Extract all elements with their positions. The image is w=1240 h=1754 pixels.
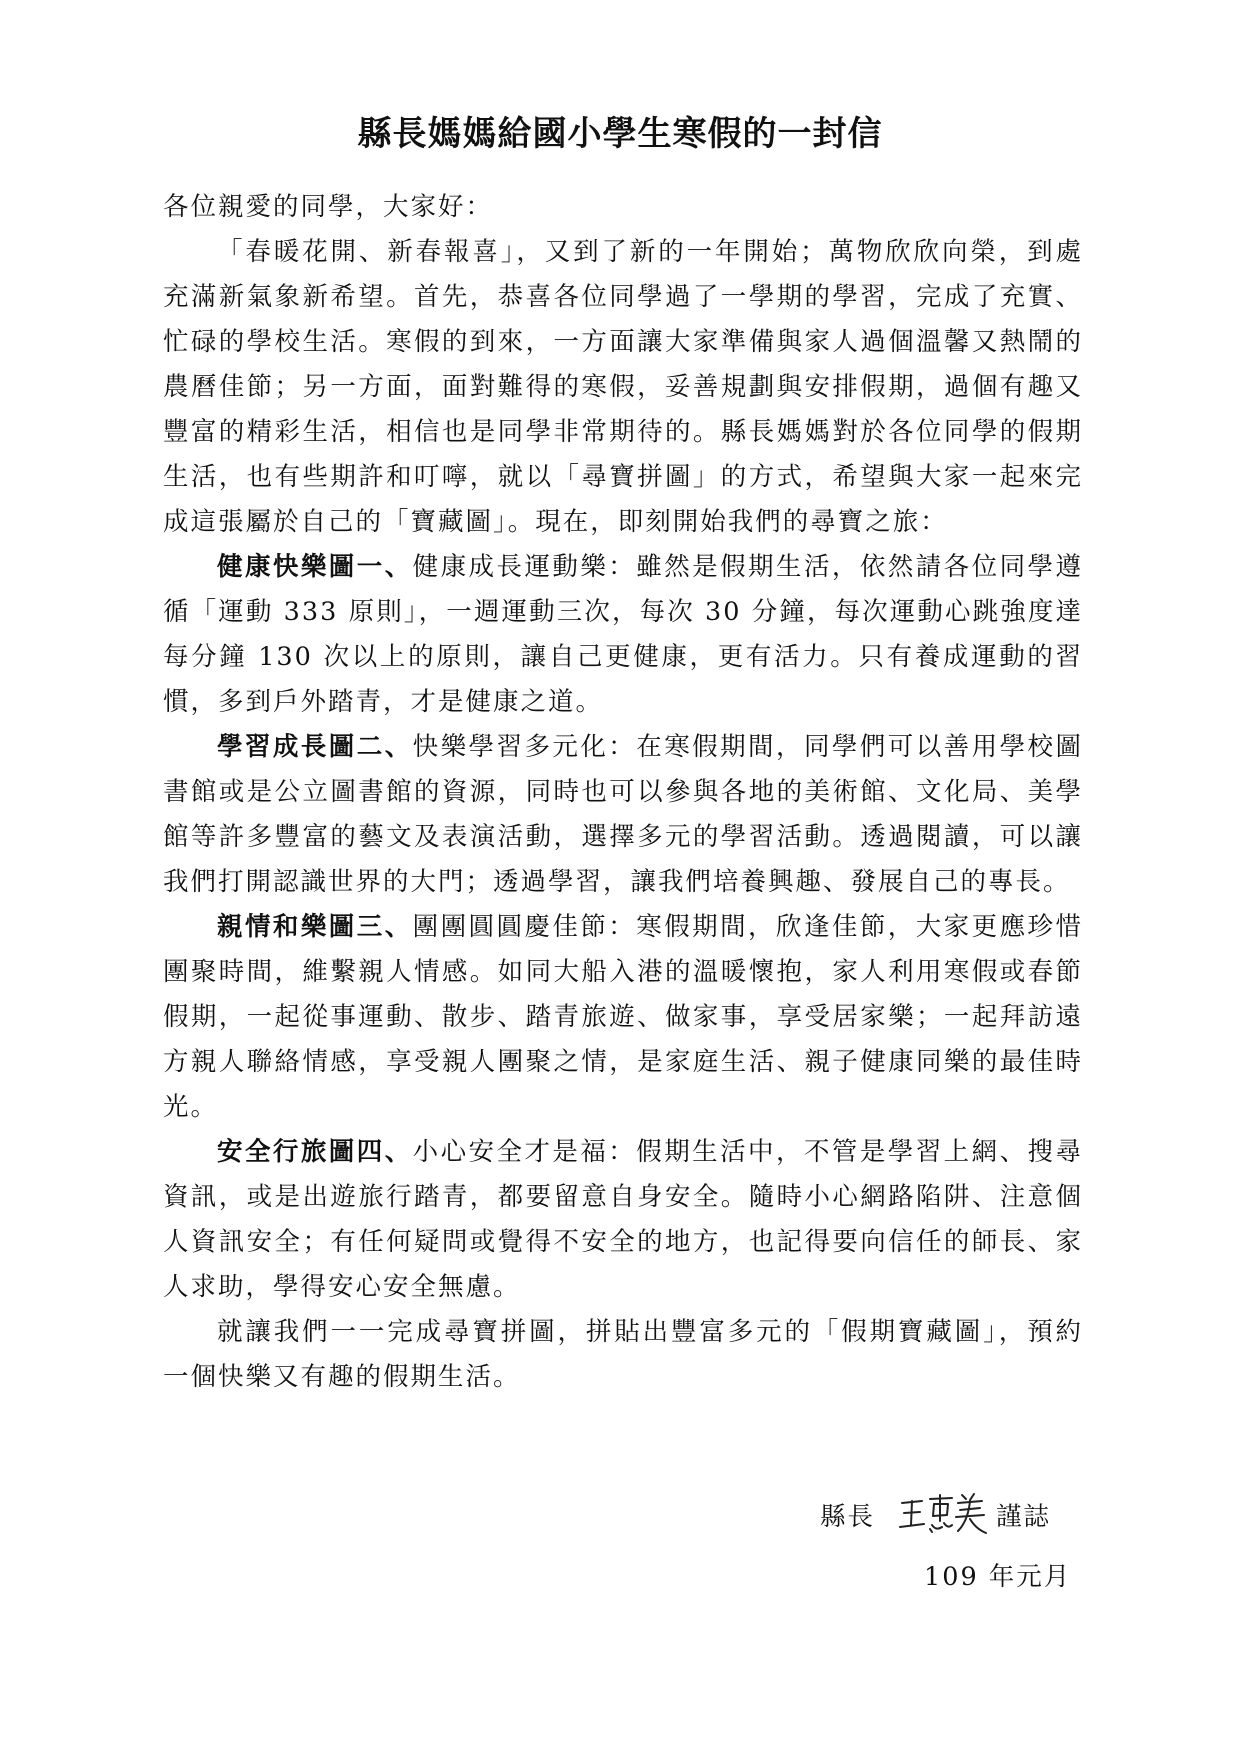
- intro-paragraph: 「春暖花開、新春報喜」，又到了新的一年開始；萬物欣欣向榮，到處充滿新氣象新希望。首先，恭喜各位同學過了一學期的學習，完成了充實、忙碌的學校生活。寒假的到來，一方面讓大家準備與家人過個溫馨又熱鬧的農曆佳節；另一方面，面對難得的寒假，妥善規劃與安排假期，過個有趣又豐富的精彩生活，相信也是同學非常期待的。縣長媽媽對於各位同學的假期生活，也有些期許和叮嚀，就以「尋寶拼圖」的方式，希望與大家一起來完成這張屬於自己的「寶藏圖」。現在，即刻開始我們的尋寶之旅：: [163, 237, 1083, 537]
- section-text-4: 小心安全才是福：假期生活中，不管是學習上網、搜尋資訊，或是出遊旅行踏青，都要留意自身安全。隨時小心網路陷阱、注意個人資訊安全；有任何疑問或覺得不安全的地方，也記得要向信任的師長、家人求助，學得安心安全無慮。: [163, 1137, 1083, 1302]
- section-heading-1: 健康快樂圖一、: [217, 552, 413, 582]
- section-heading-4: 安全行旅圖四、: [217, 1137, 413, 1167]
- signature-suffix: 謹誌: [996, 1502, 1052, 1532]
- signature-line: [800, 1495, 1100, 1539]
- letter-body: [163, 185, 1083, 1400]
- closing-block: [800, 1495, 1100, 1592]
- section-text-3: 團團圓圓慶佳節：寒假期間，欣逢佳節，大家更應珍惜團聚時間，維繫親人情感。如同大船入港的溫暖懷抱，家人利用寒假或春節假期，一起從事運動、散步、踏青旅遊、做家事，享受居家樂；一起拜訪遠方親人聯絡情感，享受親人團聚之情，是家庭生活、親子健康同樂的最佳時光。: [163, 912, 1083, 1122]
- section-paragraph-2: [163, 725, 1083, 905]
- signer-title: 縣長: [820, 1502, 876, 1532]
- section-paragraph-3: [163, 905, 1083, 1130]
- section-text-1: 健康成長運動樂：雖然是假期生活，依然請各位同學遵循「運動 333 原則」，一週運動三次，每次 30 分鐘，每次運動心跳強度達每分鐘 130 次以上的原則，讓自己更健康，更有活力。只有養成運動的習慣，多到戶外踏青，才是健康之道。: [163, 552, 1083, 717]
- section-paragraph-4: [163, 1130, 1083, 1310]
- greeting: 各位親愛的同學，大家好：: [163, 192, 494, 222]
- section-heading-3: 親情和樂圖三、: [217, 912, 413, 942]
- conclusion-paragraph: 就讓我們一一完成尋寶拼圖，拼貼出豐富多元的「假期寶藏圖」，預約一個快樂又有趣的假期生活。: [163, 1317, 1083, 1392]
- handwritten-signature: [896, 1489, 988, 1537]
- section-heading-2: 學習成長圖二、: [217, 732, 413, 762]
- letter-date: 109 年元月: [924, 1562, 1072, 1592]
- section-text-2: 快樂學習多元化：在寒假期間，同學們可以善用學校圖書館或是公立圖書館的資源，同時也可以參與各地的美術館、文化局、美學館等許多豐富的藝文及表演活動，選擇多元的學習活動。透過閱讀，可以讓我們打開認識世界的大門；透過學習，讓我們培養興趣、發展自己的專長。: [163, 732, 1083, 897]
- section-paragraph-1: [163, 545, 1083, 725]
- document-title: 縣長媽媽給國小學生寒假的一封信: [357, 114, 883, 154]
